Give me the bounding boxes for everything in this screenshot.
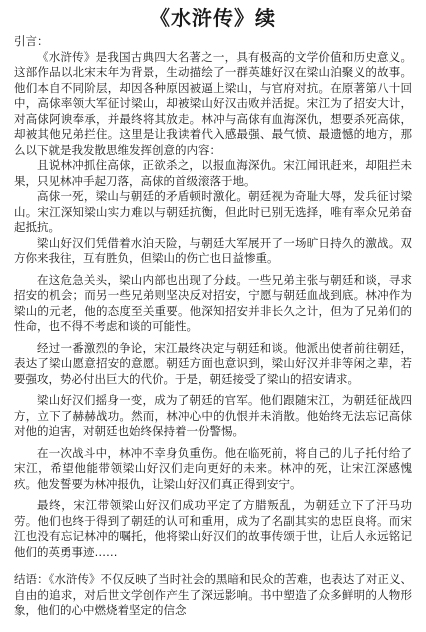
paragraph: 最终，宋江带领梁山好汉们成功平定了方腊叛乱，为朝廷立下了汗马功劳。他们也终于得到了朝廷的认可和重用，成为了名副其实的忠臣良将。而宋江也没有忘记林冲的嘱托，他将梁山好汉们的故事传颂于世，让后人永远铭记他们的英勇事迹…… xyxy=(14,498,412,559)
paragraph: 高俅一死，梁山与朝廷的矛盾顿时激化。朝廷视为奇耻大辱，发兵征讨梁山。宋江深知梁山实力难以与朝廷抗衡，但此时已别无选择，唯有率众兄弟奋起抵抗。 xyxy=(14,189,412,234)
paragraph: 且说林冲抓住高俅，正欲杀之，以报血海深仇。宋江闻讯赶来，却阻拦未果，只见林冲手起刀落，高俅的首级滚落于地。 xyxy=(14,158,412,188)
document-title: 《水浒传》续 xyxy=(150,6,276,30)
paragraph: 梁山好汉们摇身一变，成为了朝廷的官军。他们跟随宋江，为朝廷征战四方，立下了赫赫战功。然而，林冲心中的仇恨并未消散。他始终无法忘记高俅对他的迫害，对朝廷也始终保持着一份警惕。 xyxy=(14,393,412,438)
intro-label: 引言： xyxy=(14,34,49,48)
paragraph-intro: 《水浒传》是我国古典四大名著之一，具有极高的文学价值和历史意义。这部作品以北宋末年为背景，生动描绘了一群英雄好汉在梁山泊聚义的故事。他们本自不同阶层，却因各种原因被逼上梁山，与官府对抗。在原著第八十回中，高俅率领大军征讨梁山，却被梁山好汉击败并活捉。宋江为了招安大计，对高俅阿谀奉承，并最终将其放走。林冲与高俅有血海深仇，想要杀死高俅，却被其他兄弟拦住。这里是让我读着代入感最强、最气愤、最遗憾的地方，那么以下就是我发散思维发挥创意的内容： xyxy=(14,49,412,157)
paragraph: 在这危急关头，梁山内部也出现了分歧。一些兄弟主张与朝廷和谈，寻求招安的机会；而另一些兄弟则坚决反对招安，宁愿与朝廷血战到底。林冲作为梁山的元老，他的态度至关重要。他深知招安并非长久之计，但为了兄弟们的性命，也不得不考虑和谈的可能性。 xyxy=(14,272,412,333)
paragraph: 梁山好汉们凭借着水泊天险，与朝廷大军展开了一场旷日持久的激战。双方你来我往，互有胜负，但梁山的伤亡也日益惨重。 xyxy=(14,235,412,265)
paragraph: 经过一番激烈的争论，宋江最终决定与朝廷和谈。他派出使者前往朝廷，表达了梁山愿意招安的意愿。朝廷方面也意识到，梁山好汉并非等闲之辈，若要强攻，势必付出巨大的代价。于是，朝廷接受了梁山的招安请求。 xyxy=(14,340,412,386)
conclusion-paragraph: 结语：《水浒传》不仅反映了当时社会的黑暗和民众的苦难，也表达了对正义、自由的追求，对后世文学创作产生了深远影响。书中塑造了众多鲜明的人物形象，他们的心中燃烧着坚定的信念 xyxy=(14,572,412,617)
paragraph: 在一次战斗中，林冲不幸身负重伤。他在临死前，将自己的儿子托付给了宋江，希望他能带领梁山好汉们走向更好的未来。林冲的死，让宋江深感愧疚。他发誓要为林冲报仇，让梁山好汉们真正得到安宁。 xyxy=(14,445,412,491)
